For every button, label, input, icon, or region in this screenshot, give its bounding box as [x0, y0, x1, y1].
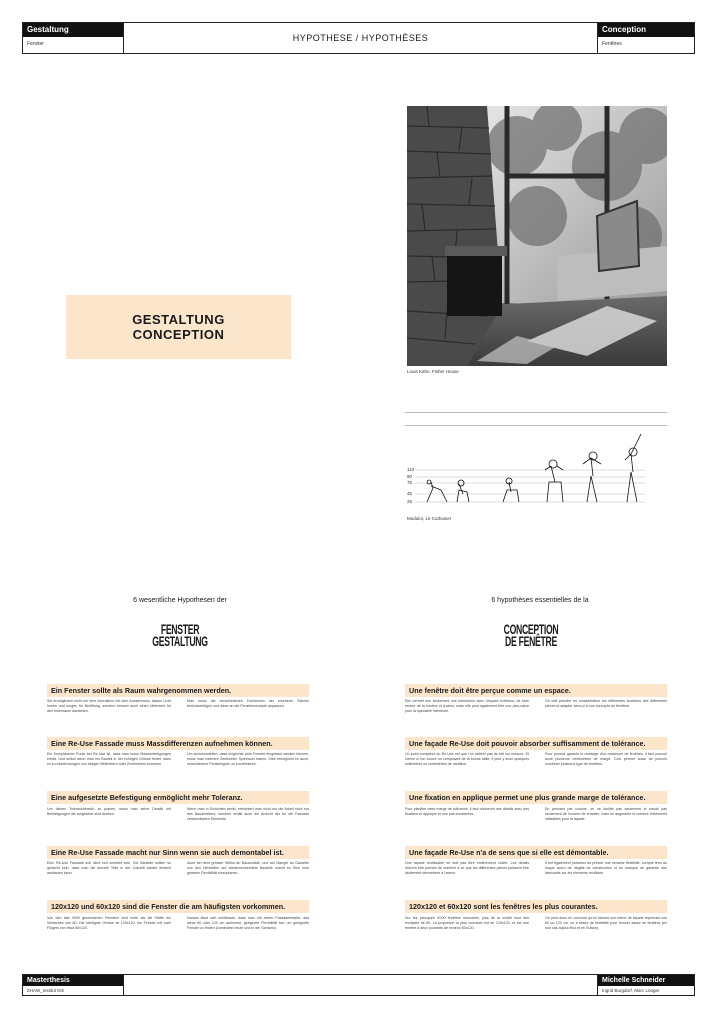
page-footer [22, 974, 695, 996]
hypothesis-text: Von den fast 4000 gemessenen Fenstern sind mehr als die Hälfte ein Vielfaches von 60. Die häufigste Grösse ist 120x120, ein Fenster mit zwei Flügeln von etwa 60x120. [47, 916, 171, 930]
rule-line [405, 425, 667, 426]
hypothesis-text: Man muss die verschiedenen Funktionen der einzelnen Räume berücksichtigen und diese an die Fensterkonzepte anpassen. [187, 699, 309, 708]
logo-fr-line-2: DE FENÊTRE [505, 633, 557, 649]
logo-fr-line-1: CONCEPTION [503, 621, 559, 637]
hypothesis-text: Auch bei dem grösser Weiku an Bauschäde, und am Mangel an Garantie von den Herstellen auf wiederverwendete Bauteile macht es Sinn eine gewisse Flexibilität einzuplanen. [187, 861, 309, 875]
intro-de: 6 wesentliche Hypothesen der [133, 597, 227, 604]
hypothesis-text: Sie ermöglichen nicht nur eine Interaktion mit dem Aussenraum, lassen Licht herein und sorgen für Belüftung, sondern können auch einen Mehrwert für den Innenraum darstellen. [47, 699, 171, 713]
hypothesis-text: Elle permet non seulement une interaction avec l'espace extérieur, de faire rentrer de la lumière et d'aérer, mais elle peut également être une plus-value pour la spécialité intérieure. [405, 699, 529, 713]
hypothesis-title: Une fixation en applique permet une plus grande marge de tolérance. [405, 791, 667, 804]
hypothesis-text: En pensant par couche, on ne facilite pas seulement le travail pas seulement de l'ouvrier de chantier, mais en augmente le nombre d'éléments utilisables pour la façade. [545, 807, 667, 821]
hypothesis-text: Une façade réutilisable ne doit pas être entièrement collée. Les détails doivent être pensés de manière à ce que les différentes pièces puissent être facilement démontées à l'avenir. [405, 861, 529, 875]
header-left-sub: Fenster [27, 41, 44, 47]
intro-fr: 6 hypothèses essentielles de la [491, 597, 589, 604]
footer-right-tag: Michelle Schneider [598, 975, 694, 986]
hypothesis-title: Ein Fenster sollte als Raum wahrgenommen werden. [47, 684, 309, 697]
hypothesis-text: On doit prendre en considération les différentes fonctions des différentes pièces et adapter ceux-ci à nos concepts de fenêtres. [545, 699, 667, 708]
hypothesis-text: Um diesen Toleranzbereich zu planen, muss man seine Details mit Befestigungen die aufgesetzt sind denken. [47, 807, 171, 816]
modulor-tick-75: 75 [407, 480, 413, 485]
photo-caption: Louis Kahn, Fisher House [407, 369, 459, 374]
logo-de-line-1: FENSTER [160, 621, 200, 637]
header-left-tag: Gestaltung [23, 23, 123, 37]
hypothesis-text: Il est également judicieux de prévoir une certaine flexibilité, compte tenu du risque accru de dégâts de construction et du manque de garantie des fabricants sur les éléments réutilisés. [545, 861, 667, 875]
hypothesis-text: Un point complexe du Re-Use est que l'on obtient pas de fait sur mesure. Et même si l'on trouve un composant de la bonne taille, il peut y avoir quelques millimètres ou centimètres de variation. [405, 752, 529, 766]
hypothesis-text: Ein Komplizierter Punkt bei Re-Use ist, dass man keine Massanfertigungen erhält. Und selbst wenn man ein Bauteil in der richtigen Grösse findet, kann es zu Abweichungen von einigen Millimetern oder Zentimetern kommen. [47, 752, 171, 766]
hypothesis-text: Sur les presques 4'000 fenêtres mesurées, plus de la moitié sont des multiples de 60. La proportion la plus courante est de 120x120, et est une fenêtre à deux pourants de environ 60x120. [405, 916, 529, 930]
hypothesis-text: On peut donc en conclure qu'en faisant une trame de façade reprenant ces 60 ou 120 cm, on a assez de flexibilité pour trouver assez de fenêtres (en tout cas aujourd'hui et en Suisse). [545, 916, 667, 930]
logo-fenster-gestaltung [152, 623, 208, 647]
rule-line [405, 412, 667, 413]
header-right-tag: Conception [598, 23, 694, 37]
modulor-tick-45: 45 [407, 491, 413, 496]
footer-right-block [597, 975, 694, 995]
footer-left-block [23, 975, 124, 995]
header-left-block [23, 23, 124, 53]
hypothesis-title: Eine aufgesetzte Befestigung ermöglicht mehr Toleranz. [47, 791, 309, 804]
hypothesis-title: Une fenêtre doit être perçue comme un espace. [405, 684, 667, 697]
hypothesis-text: Wenn man in Schichten denkt, erleichtert man nicht nur die Arbeit nicht nur des Bauarbeiters, sondern erhält auch die Ansicht der für die Fassade verwendbaren Elemente. [187, 807, 309, 821]
footer-right-sub: Ingrid Burgdorf, Marc Lööger [602, 988, 660, 993]
hypothesis-title: Eine Re-Use Fassade muss Massdifferenzen aufnehmen können. [47, 737, 309, 750]
hypothesis-text: Eine Re-Use Fassade soll nicht voll verklebt sein. Die Bauteile sollten so gedacht sein, dass man die einzeln Teile in der Zukunft wieder einfach ausbauen kann. [47, 861, 171, 875]
modulor-caption: Modulor, Le Corbusier [407, 516, 452, 521]
hypothesis-text: Pour pouvoir garantir le montage d'un maximum de fenêtres, il faut pouvoir avoir plusieurs centimètres de marge. Ceci permet aussi de pouvoir combiner plusieurs type de fenêtres. [545, 752, 667, 766]
modulor-tick-90: 90 [407, 474, 413, 479]
logo-de-line-2: GESTALTUNG [152, 633, 208, 649]
logo-conception-fenetre [503, 623, 559, 647]
title-block [66, 295, 291, 359]
page-header [22, 22, 695, 54]
hypothesis-text: Um sicherzustellen, dass möglichst viele Fenster eingebaut werden können, muss man mehrere Zentimeter Spielraum haben. Dies ermöglicht es auch, verschiedene Fenstertypen zu kombinieren. [187, 752, 309, 766]
hypothesis-text: Pour planifier cette marge de tolérance, il faut concevoir ses détails avec des fixations et applique et non pas encastrées. [405, 807, 529, 816]
modulor-tick-110: 110 [407, 467, 415, 472]
header-right-sub: Fenêtres [602, 41, 622, 47]
header-right-block [597, 23, 694, 53]
modulor-tick-25: 25 [407, 499, 413, 504]
hypothesis-title: 120x120 et 60x120 sont les fenêtres les plus courantes. [405, 900, 667, 913]
footer-left-sub: ZHAW_Institut IKE [27, 988, 65, 993]
title-line-2: CONCEPTION [132, 327, 225, 342]
footer-left-tag: Masterthesis [23, 975, 123, 986]
hypothesis-title: 120x120 und 60x120 sind die Fenster die am häufigsten vorkommen. [47, 900, 309, 913]
modulor-figures [405, 430, 667, 510]
title-line-1: GESTALTUNG [132, 312, 225, 327]
hypothesis-title: Eine Re-Use Fassade macht nur Sinn wenn sie auch demontabel ist. [47, 846, 309, 859]
page-title: HYPOTHESE / HYPOTHÈSES [292, 33, 429, 43]
hypothesis-text: Daraus lässt sich schliessen, dass man mit einem Fassadenraster, das diese 60 oder 120 cm aufnimmt, geeignete Flexibilität hat, um geeignete Fenster zu finden (zumindest heute und in der Schweiz). [187, 916, 309, 930]
hypothesis-title: Une façade Re-Use doit pouvoir absorber suffisamment de tolérance. [405, 737, 667, 750]
hypothesis-title: Une façade Re-Use n'a de sens que si elle est démontable. [405, 846, 667, 859]
interior-photo [407, 106, 667, 366]
